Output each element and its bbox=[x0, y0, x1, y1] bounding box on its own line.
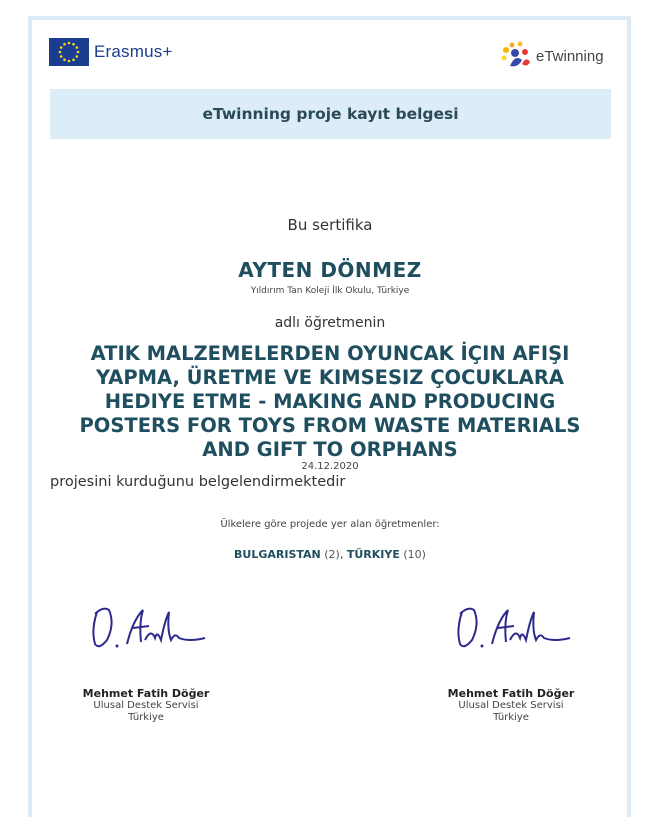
teacher-phrase: adlı öğretmenin bbox=[274, 315, 386, 331]
erasmus-logo bbox=[49, 38, 173, 66]
country-count: (10) bbox=[403, 548, 426, 561]
countries-label: Ülkelere göre projede yer alan öğretmenler: bbox=[220, 519, 440, 530]
signatory-org: Ulusal Destek Servisi bbox=[458, 700, 564, 711]
handwritten-signature bbox=[446, 600, 576, 655]
countries-list: BULGARISTAN (2), TÜRKIYE (10) bbox=[234, 548, 426, 561]
teacher-name: AYTEN DÖNMEZ bbox=[238, 258, 422, 282]
signatory-name: Mehmet Fatih Döğer bbox=[447, 687, 575, 700]
closing-text: projesini kurduğunu belgelendirmektedir bbox=[50, 474, 346, 490]
signature-block bbox=[421, 600, 601, 724]
etwinning-label: eTwinning bbox=[536, 47, 604, 65]
etwinning-icon bbox=[498, 40, 534, 72]
erasmus-label: Erasmus+ bbox=[94, 42, 173, 61]
signatory-name: Mehmet Fatih Döğer bbox=[82, 687, 210, 700]
certificate-date: 24.12.2020 bbox=[301, 461, 359, 472]
country-name: BULGARISTAN bbox=[234, 548, 321, 561]
document-title-banner: eTwinning proje kayıt belgesi bbox=[50, 89, 611, 139]
school-name: Yıldırım Tan Koleji İlk Okulu, Türkiye bbox=[250, 286, 410, 296]
country-count: (2) bbox=[324, 548, 340, 561]
signatory-org: Ulusal Destek Servisi bbox=[93, 700, 199, 711]
signatory-country: Türkiye bbox=[493, 712, 529, 723]
etwinning-logo bbox=[498, 40, 604, 72]
eu-flag-icon bbox=[49, 38, 89, 66]
country-name: TÜRKIYE bbox=[346, 548, 400, 561]
handwritten-signature bbox=[81, 600, 211, 655]
intro-text: Bu sertifika bbox=[287, 216, 373, 234]
signatory-country: Türkiye bbox=[128, 712, 164, 723]
project-title: ATIK MALZEMELERDEN OYUNCAK İÇIN AFIŞI YAPMA, ÜRETME VE KIMSESIZ ÇOCUKLARA HEDIYE ETME - MAKING AND PRODUCING POSTERS FOR TOYS FROM WASTE MATERIALS AND GIFT TO ORPHANS bbox=[79, 342, 581, 461]
signature-block bbox=[56, 600, 236, 724]
